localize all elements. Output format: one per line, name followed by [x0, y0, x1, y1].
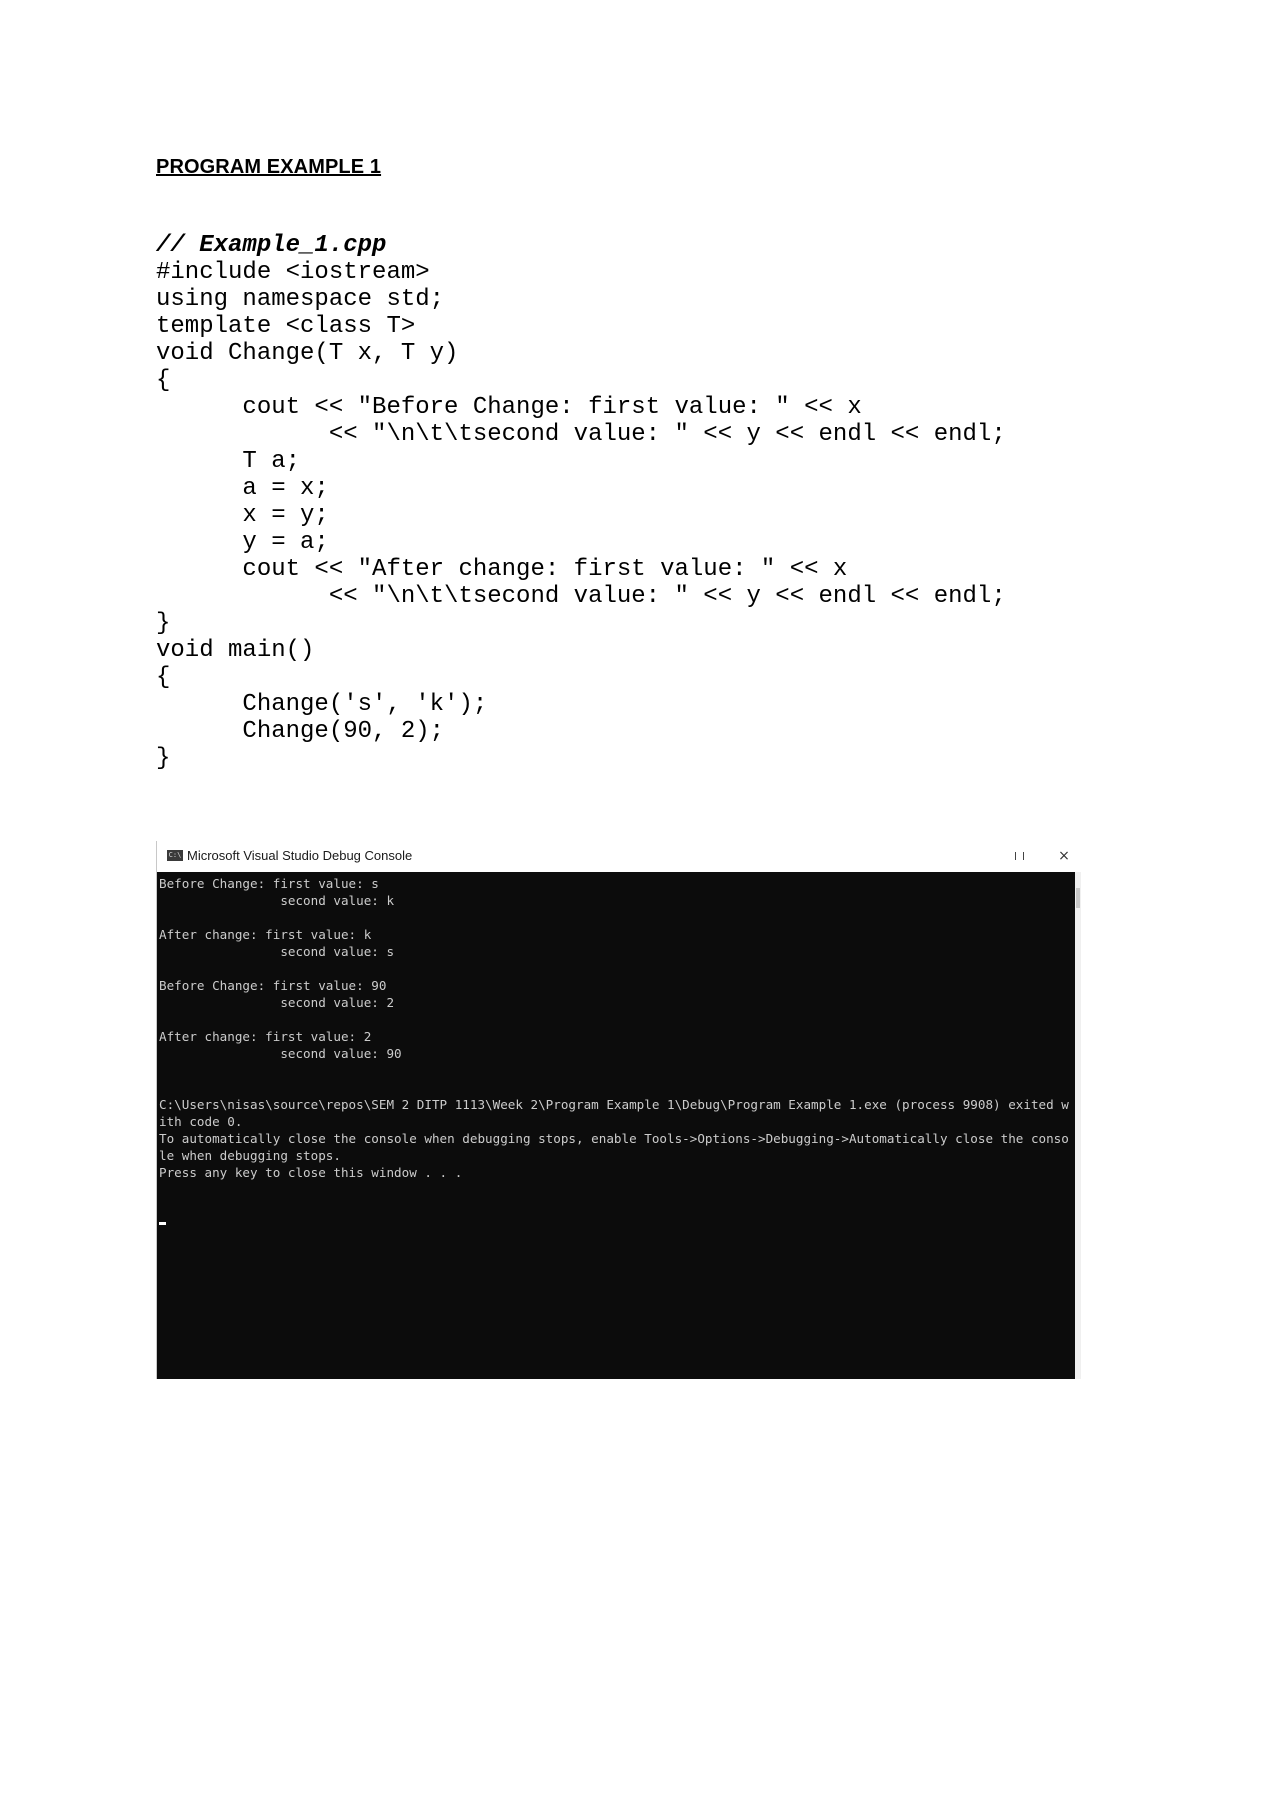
code-line: << "\n\t\tsecond value: " << y << endl << endl;	[156, 583, 1006, 610]
restore-icon	[1015, 852, 1024, 860]
code-line: Change(90, 2);	[156, 718, 445, 745]
console-line: le when debugging stops.	[159, 1148, 341, 1163]
console-line: Press any key to close this window . . .	[159, 1165, 463, 1180]
console-line: Before Change: first value: 90	[159, 978, 387, 993]
debug-console-window	[156, 841, 1081, 1379]
code-line: a = x;	[156, 475, 329, 502]
code-line: cout << "Before Change: first value: " << x	[156, 394, 862, 421]
console-line	[159, 909, 1073, 926]
console-line	[159, 1079, 1073, 1096]
code-line: void main()	[156, 637, 315, 664]
console-output	[159, 875, 1073, 1181]
console-app-icon: C:\	[168, 851, 182, 859]
code-line: }	[156, 610, 171, 637]
console-line: second value: 90	[159, 1046, 402, 1061]
console-title: Microsoft Visual Studio Debug Console	[187, 848, 413, 863]
console-line	[159, 1062, 1073, 1079]
scrollbar-thumb[interactable]	[1076, 888, 1080, 908]
console-line: To automatically close the console when debugging stops, enable Tools->Options->Debugging->Automatically close the conso	[159, 1131, 1069, 1146]
console-line	[159, 1011, 1073, 1028]
code-line: template <class T>	[156, 313, 416, 340]
close-icon: ×	[1058, 848, 1070, 864]
code-line: using namespace std;	[156, 286, 445, 313]
code-line: << "\n\t\tsecond value: " << y << endl << endl;	[156, 421, 1006, 448]
code-line: void Change(T x, T y)	[156, 340, 459, 367]
console-line: second value: 2	[159, 995, 395, 1010]
code-line: #include <iostream>	[156, 259, 430, 286]
code-line: y = a;	[156, 529, 329, 556]
console-line: ith code 0.	[159, 1114, 243, 1129]
code-line: cout << "After change: first value: " << x	[156, 556, 848, 583]
console-line: After change: first value: k	[159, 927, 372, 942]
code-line: {	[156, 664, 171, 691]
code-line: Change('s', 'k');	[156, 691, 488, 718]
code-line: T a;	[156, 448, 301, 475]
console-scrollbar[interactable]	[1075, 872, 1081, 1379]
console-output-area[interactable]	[157, 872, 1075, 1379]
code-line: }	[156, 745, 171, 772]
page-heading: PROGRAM EXAMPLE 1	[156, 156, 382, 178]
code-line: x = y;	[156, 502, 329, 529]
console-line: second value: s	[159, 944, 395, 959]
console-line: C:\Users\nisas\source\repos\SEM 2 DITP 1113\Week 2\Program Example 1\Debug\Program Example 1.exe (process 9908) exited w	[159, 1097, 1069, 1112]
code-line: {	[156, 367, 171, 394]
console-line: second value: k	[159, 893, 395, 908]
code-line: // Example_1.cpp	[156, 232, 387, 259]
close-button[interactable]	[1051, 844, 1077, 868]
console-line	[159, 960, 1073, 977]
console-line: Before Change: first value: s	[159, 876, 379, 891]
text-cursor	[159, 1222, 166, 1225]
console-line: After change: first value: 2	[159, 1029, 372, 1044]
code-listing	[156, 232, 1006, 772]
restore-button[interactable]	[1006, 844, 1032, 868]
console-titlebar[interactable]	[157, 841, 1081, 872]
